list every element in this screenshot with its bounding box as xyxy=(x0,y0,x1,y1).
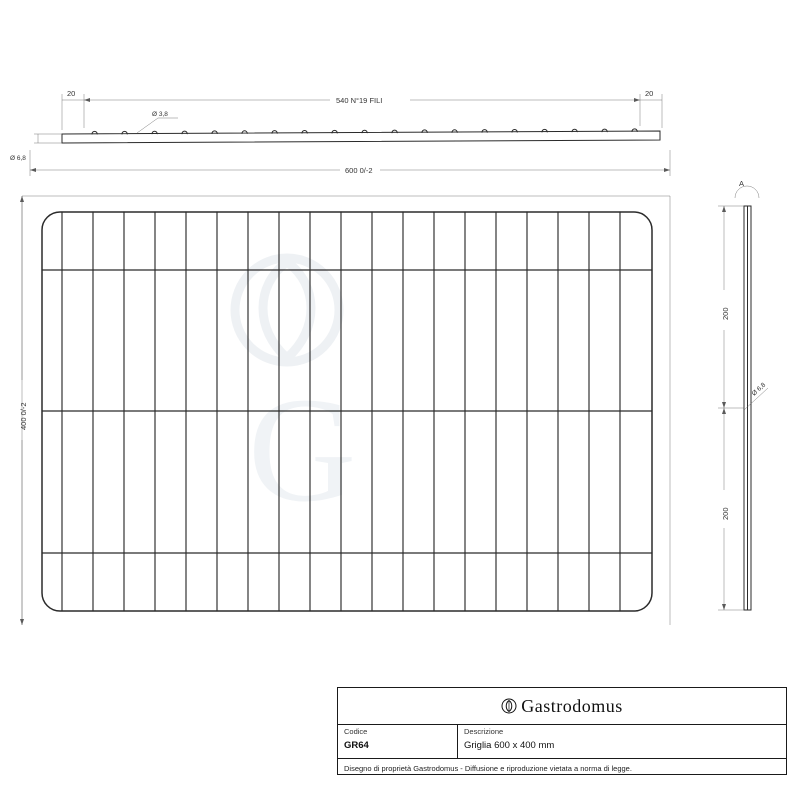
dim-wire-span-label: 540 N°19 FILI xyxy=(336,96,383,105)
field-descrizione xyxy=(458,725,786,758)
dim-frame-diameter xyxy=(34,134,62,143)
dim-left-offset xyxy=(62,94,84,130)
dim-section-upper-label: 200 xyxy=(721,307,730,320)
codice-value: GR64 xyxy=(344,740,369,751)
dim-left-offset-label: 20 xyxy=(67,89,76,98)
field-codice xyxy=(338,725,458,758)
dim-right-offset-label: 20 xyxy=(645,89,654,98)
watermark-letter: G xyxy=(248,367,357,533)
dim-section-diameter-label: Ø 6,8 xyxy=(750,381,768,398)
watermark-leaf xyxy=(263,262,311,358)
watermark xyxy=(235,258,356,533)
copyright-note: Disegno di proprietà Gastrodomus - Diffusione e riproduzione vietata a norma di legge. xyxy=(344,763,632,773)
brand-logo xyxy=(501,696,623,717)
view-section-a xyxy=(718,179,768,610)
title-block-logo-row xyxy=(338,688,786,725)
title-block xyxy=(337,687,787,775)
brand-name: Gastrodomus xyxy=(521,695,623,716)
codice-label: Codice xyxy=(344,727,368,736)
dim-section-lower-label: 200 xyxy=(721,507,730,520)
view-plan xyxy=(19,196,670,625)
section-bar xyxy=(744,206,751,610)
dim-wire-diameter-label: Ø 3,8 xyxy=(152,111,168,118)
title-block-fields xyxy=(338,725,786,759)
leader-wire-diameter xyxy=(137,118,178,133)
descrizione-value: Griglia 600 x 400 mm xyxy=(464,740,555,751)
dim-frame-diameter-label: Ø 6,8 xyxy=(10,155,26,162)
dim-right-offset xyxy=(640,94,662,128)
descrizione-label: Descrizione xyxy=(464,727,504,736)
leaf-icon xyxy=(501,698,517,714)
section-label: A xyxy=(739,179,745,188)
dim-section-upper xyxy=(718,206,744,408)
view-top-profile xyxy=(10,89,670,176)
dim-overall-width-label: 600 0/-2 xyxy=(345,166,373,175)
watermark-ring xyxy=(235,258,339,362)
dim-overall-height-label: 400 0/-2 xyxy=(19,402,28,430)
